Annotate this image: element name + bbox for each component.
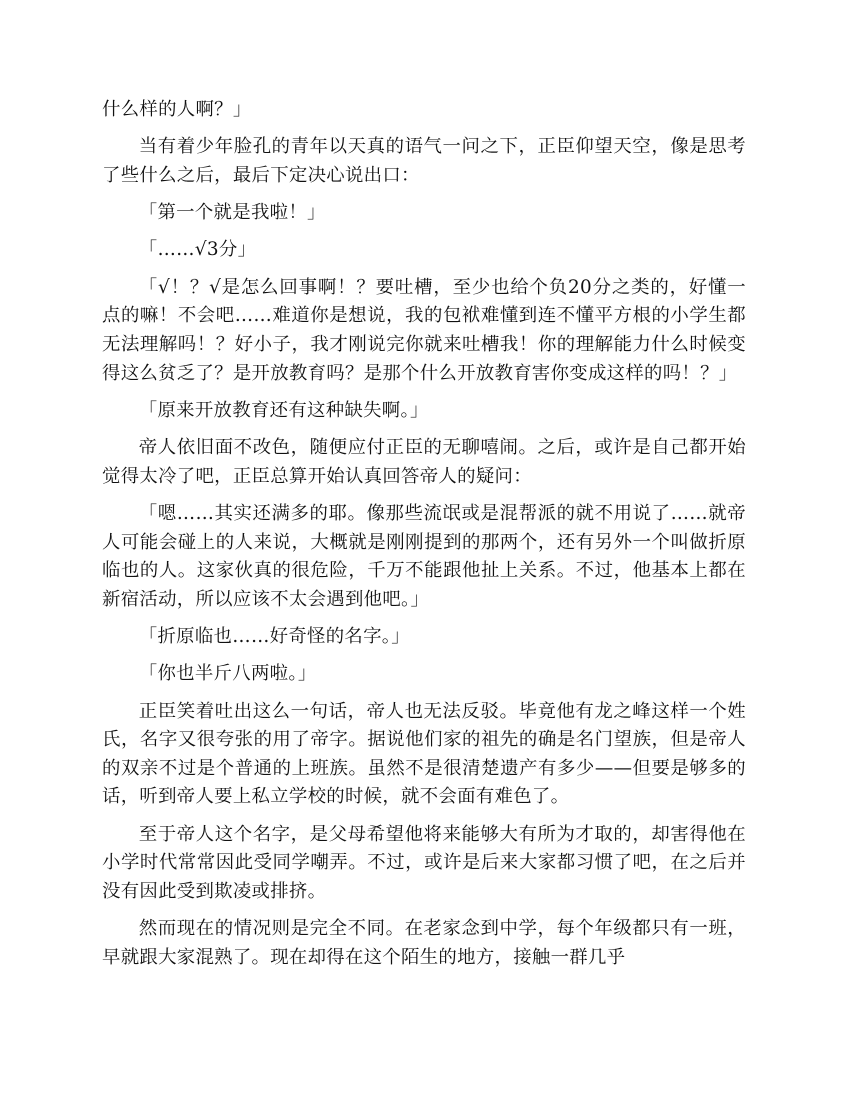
paragraph-continuation: 什么样的人啊？」 (102, 99, 252, 120)
dialogue-line: 「第一个就是我啦！」 (138, 202, 326, 224)
paragraph: 至于帝人这个名字，是父母希望他将来能够大有所为才取的，却害得他在小学时代常常因此受同学嘲弄。不过，或许是后来大家都习惯了吧，在之后并没有因此受到欺凌或排挤。 (102, 823, 746, 902)
paragraph: 帝人依旧面不改色，随便应付正臣的无聊嘻闹。之后，或许是自己都开始觉得太冷了吧，正臣总算开始认真回答帝人的疑问： (102, 437, 746, 487)
dialogue-line: 「原来开放教育还有这种缺失啊。」 (138, 399, 429, 421)
document-page (102, 96, 746, 981)
paragraph: 正臣笑着吐出这么一句话，帝人也无法反驳。毕竟他有龙之峰这样一个姓氏，名字又很夸张的用了帝字。据说他们家的祖先的确是名门望族，但是帝人的双亲不过是个普通的上班族。虽然不是很清楚遗产有多少——但要是够多的话，听到帝人要上私立学校的时候，就不会面有难色了。 (102, 700, 746, 808)
paragraph: 当有着少年脸孔的青年以天真的语气一问之下，正臣仰望天空，像是思考了些什么之后，最后下定决心说出口： (102, 136, 746, 186)
dialogue-line: 「……√3分」 (138, 239, 257, 261)
dialogue-line: 「嗯……其实还满多的耶。像那些流氓或是混帮派的就不用说了……就帝人可能会碰上的人来说，大概就是刚刚提到的那两个，还有另外一个叫做折原临也的人。这家伙真的很危险，千万不能跟他扯上关系。不过，他基本上都在新宿活动，所以应该不太会遇到他吧。」 (102, 502, 746, 610)
dialogue-line: 「你也半斤八两啦。」 (138, 663, 317, 685)
paragraph: 然而现在的情况则是完全不同。在老家念到中学，每个年级都只有一班，早就跟大家混熟了。现在却得在这个陌生的地方，接触一群几乎 (102, 918, 746, 968)
dialogue-line: 「√！？√是怎么回事啊！？要吐槽，至少也给个负20分之类的，好懂一点的嘛！不会吧……难道你是想说，我的包袱难懂到连不懂平方根的小学生都无法理解吗！？好小子，我才刚说完你就来吐槽我！你的理解能力什么时候变得这么贫乏了？是开放教育吗？是那个什么开放教育害你变成这样的吗！？」 (102, 276, 746, 384)
dialogue-line: 「折原临也……好奇怪的名字。」 (138, 626, 410, 647)
